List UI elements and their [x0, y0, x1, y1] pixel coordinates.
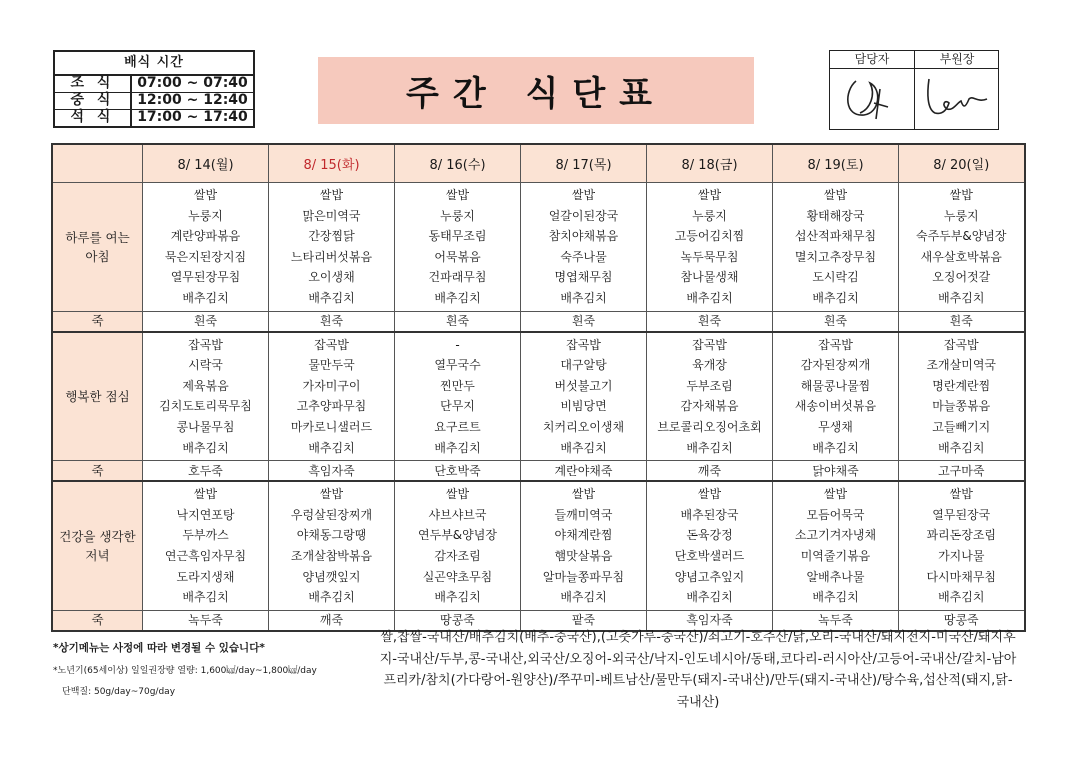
- weekly-menu-table: [51, 143, 1026, 632]
- breakfast-time: 07:00 ~ 07:40: [137, 75, 248, 91]
- menu-item: 조개살참박볶음: [290, 548, 373, 563]
- lunch-day-0-cell: [143, 332, 269, 461]
- breakfast-day-0-cell: [143, 183, 269, 312]
- menu-item: 감자된장찌개: [800, 358, 871, 373]
- lunch-congee-row: [52, 461, 1025, 482]
- breakfast-congee-day-2: 흰죽: [395, 311, 521, 332]
- day-header-thu: 8/ 17(목): [521, 144, 647, 183]
- menu-item: 새우살호박볶음: [920, 249, 1002, 264]
- menu-item: 배추김치: [686, 590, 733, 605]
- lunch-menu-row: [52, 332, 1025, 461]
- menu-item: 찐만두: [440, 378, 475, 393]
- menu-item: 고들빼기지: [932, 419, 991, 434]
- menu-item: 무생채: [818, 419, 853, 434]
- dinner-congee-label: 죽: [52, 610, 143, 631]
- dinner-congee-day-3: 팥죽: [521, 610, 647, 631]
- manager-signature-drawing: [830, 69, 914, 129]
- menu-item: 알마늘쫑파무침: [542, 569, 625, 584]
- breakfast-day-3-cell: [521, 183, 647, 312]
- menu-item: 섭산적파채무침: [794, 229, 877, 244]
- menu-item: 열무된장무침: [170, 270, 241, 285]
- lunch-time: 12:00 ~ 12:40: [137, 92, 248, 108]
- day-header-tue: 8/ 15(화): [269, 144, 395, 183]
- dinner-day-6-cell: [899, 481, 1025, 610]
- menu-item: 건파래무침: [428, 270, 487, 285]
- menu-item: 배추김치: [938, 590, 985, 605]
- lunch-day-4-cell: [647, 332, 773, 461]
- menu-item: 열무국수: [434, 358, 481, 373]
- lunch-congee-day-0: 호두죽: [143, 461, 269, 482]
- menu-item: 육개장: [692, 358, 727, 373]
- meal-times-header: 배식 시간: [55, 52, 253, 76]
- menu-item: 간장찜닭: [308, 229, 355, 244]
- page-title: 주간 식단표: [405, 74, 667, 114]
- menu-item: 멸치고추장무침: [794, 249, 877, 264]
- menu-item: 배추김치: [182, 590, 229, 605]
- menu-item: 도시락김: [812, 270, 859, 285]
- breakfast-label: 하루를 여는 아침: [52, 183, 143, 312]
- menu-item: 누룽지: [692, 208, 727, 223]
- breakfast-label: 조 식: [55, 76, 132, 92]
- menu-item: 돈육강정: [686, 528, 733, 543]
- menu-item: 소고기겨자냉채: [794, 528, 877, 543]
- breakfast-time-row: [55, 76, 253, 92]
- breakfast-congee-row: [52, 311, 1025, 332]
- menu-item: 쌀밥: [445, 188, 470, 202]
- breakfast-congee-day-3: 흰죽: [521, 311, 647, 332]
- menu-item: 마카로니샐러드: [290, 419, 373, 434]
- dinner-day-0-cell: [143, 481, 269, 610]
- menu-item: 시락국: [188, 358, 223, 373]
- menu-item: 잡곡밥: [692, 337, 727, 352]
- dinner-day-4-cell: [647, 481, 773, 610]
- lunch-congee-day-1: 흑임자죽: [269, 461, 395, 482]
- menu-item: 명엽채무침: [554, 270, 613, 285]
- menu-item: 해물콩나물찜: [800, 378, 871, 393]
- dinner-time-row: [55, 109, 253, 126]
- ingredient-origin-text: 쌀,찹쌀-국내산/배추김치(배추-중국산),(고춧가루-중국산)/쇠고기-호주산/닭,오리-국내산/돼지전지-미국산/돼지후지-국내산/두부,콩-국내산,외국산/오징어-외국산/낙지-인도네시아/동태,코다리-러시아산/고등어-국내산/갈치-남아프리카/참치(가다랑어-원양산)/쭈꾸미-베트남산/물만두(돼지-국내산)/만두(돼지-국내산)/탕수육,섭산적(돼지,닭-국내산): [379, 630, 1017, 710]
- dinner-day-2-cell: [395, 481, 521, 610]
- menu-item: 숙주두부&양념장: [915, 229, 1007, 244]
- menu-item: 쌀밥: [697, 487, 722, 502]
- day-header-wed: 8/ 16(수): [395, 144, 521, 183]
- lunch-congee-day-6: 고구마죽: [899, 461, 1025, 482]
- menu-item: 알배추나물: [806, 569, 865, 584]
- menu-item: 쌀밥: [319, 487, 344, 502]
- menu-item: 브로콜리오징어초회: [657, 419, 762, 434]
- menu-item: 쌀밥: [445, 487, 470, 502]
- menu-item: 샤브샤브국: [428, 507, 487, 522]
- menu-item: 새송이버섯볶음: [794, 399, 877, 414]
- menu-item: 김치도토리묵무침: [159, 399, 252, 414]
- menu-item: 다시마채무침: [926, 569, 997, 584]
- protein-intake-note: 단백질: 50g/day~70g/day: [62, 687, 176, 697]
- menu-body: [52, 183, 1025, 631]
- menu-item: 고등어김치찜: [674, 229, 745, 244]
- menu-item: 명란계란찜: [932, 378, 991, 393]
- dinner-day-5-cell: [773, 481, 899, 610]
- breakfast-day-1-cell: [269, 183, 395, 312]
- manager-signature: [830, 69, 914, 133]
- dinner-day-3-cell: [521, 481, 647, 610]
- dinner-congee-day-2: 땅콩죽: [395, 610, 521, 631]
- menu-item: 고추양파무침: [296, 399, 367, 414]
- breakfast-congee-day-6: 흰죽: [899, 311, 1025, 332]
- dinner-congee-day-0: 녹두죽: [143, 610, 269, 631]
- menu-item: 배추김치: [812, 590, 859, 605]
- menu-item: 낙지연포탕: [176, 507, 235, 522]
- menu-item: 배추김치: [308, 440, 355, 455]
- lunch-day-3-cell: [521, 332, 647, 461]
- menu-item: 실곤약초무침: [422, 569, 493, 584]
- menu-item: 햄맛살볶음: [554, 548, 613, 563]
- menu-item: 맑은미역국: [302, 208, 361, 223]
- menu-item: 계란양파볶음: [170, 229, 241, 244]
- meal-times-box: [53, 50, 255, 128]
- lunch-congee-day-2: 단호박죽: [395, 461, 521, 482]
- change-notice: *상기메뉴는 사정에 따라 변경될 수 있습니다*: [53, 642, 265, 654]
- menu-item: 동태무조림: [428, 229, 487, 244]
- menu-item: 양념고추잎지: [674, 569, 745, 584]
- menu-item: 조개살미역국: [926, 358, 997, 373]
- menu-item: 배추김치: [686, 290, 733, 305]
- day-header-fri: 8/ 18(금): [647, 144, 773, 183]
- menu-item: 단호박샐러드: [674, 548, 745, 563]
- menu-item: 배추김치: [434, 440, 481, 455]
- menu-item: 누룽지: [440, 208, 475, 223]
- dinner-congee-day-1: 깨죽: [269, 610, 395, 631]
- menu-item: 오징어젓갈: [932, 270, 991, 285]
- lunch-congee-day-3: 계란야채죽: [521, 461, 647, 482]
- menu-item: 배추김치: [182, 290, 229, 305]
- menu-item: 가자미구이: [302, 378, 361, 393]
- menu-item: 배추김치: [434, 290, 481, 305]
- menu-item: 배추된장국: [680, 507, 739, 522]
- menu-item: 대구알탕: [560, 358, 607, 373]
- corner-cell: [52, 144, 143, 183]
- approval-col-director: [914, 51, 999, 129]
- breakfast-congee-day-0: 흰죽: [143, 311, 269, 332]
- menu-item: 단무지: [440, 399, 475, 414]
- menu-item: 버섯불고기: [554, 378, 613, 393]
- menu-item: 숙주나물: [560, 249, 607, 264]
- menu-item: 배추김치: [812, 290, 859, 305]
- menu-item: 참치야채볶음: [548, 229, 619, 244]
- menu-item: 양념깻잎지: [302, 569, 361, 584]
- menu-item: 연근흑임자무침: [164, 548, 247, 563]
- lunch-day-6-cell: [899, 332, 1025, 461]
- menu-item: 도라지생채: [176, 569, 235, 584]
- menu-item: 잡곡밥: [188, 337, 223, 352]
- day-header-sun: 8/ 20(일): [899, 144, 1025, 183]
- lunch-day-2-cell: [395, 332, 521, 461]
- breakfast-congee-day-5: 흰죽: [773, 311, 899, 332]
- breakfast-day-2-cell: [395, 183, 521, 312]
- menu-item: 느타리버섯볶음: [290, 249, 373, 264]
- day-header-row: [52, 144, 1025, 183]
- approval-director-label: 부원장: [915, 51, 999, 69]
- menu-item: 배추김치: [308, 590, 355, 605]
- menu-item: 누룽지: [943, 208, 979, 223]
- breakfast-congee-day-4: 흰죽: [647, 311, 773, 332]
- menu-item: 쌀밥: [697, 188, 722, 202]
- menu-item: 마늘쫑볶음: [932, 399, 991, 414]
- menu-item: 미역줄기볶음: [800, 548, 871, 563]
- lunch-day-1-cell: [269, 332, 395, 461]
- breakfast-day-4-cell: [647, 183, 773, 312]
- breakfast-day-6-cell: [899, 183, 1025, 312]
- day-header-mon: 8/ 14(월): [143, 144, 269, 183]
- menu-item: 묵은지된장지짐: [164, 249, 247, 264]
- dinner-congee-day-5: 녹두죽: [773, 610, 899, 631]
- breakfast-day-5-cell: [773, 183, 899, 312]
- dinner-congee-day-6: 땅콩죽: [899, 610, 1025, 631]
- dinner-menu-row: [52, 481, 1025, 610]
- menu-item: 잡곡밥: [818, 337, 853, 352]
- approval-col-manager: [830, 51, 914, 129]
- menu-item: 누룽지: [188, 208, 223, 223]
- menu-item: 비빔당면: [560, 399, 607, 414]
- menu-item: 야채계란찜: [554, 528, 613, 543]
- menu-item: 연두부&양념장: [418, 528, 497, 543]
- menu-item: 들깨미역국: [554, 507, 613, 522]
- menu-item: -: [455, 337, 460, 352]
- menu-item: 치커리오이생채: [542, 419, 625, 434]
- menu-item: 참나물생채: [680, 270, 739, 285]
- menu-item: 요구르트: [434, 419, 481, 434]
- lunch-congee-day-5: 닭야채죽: [773, 461, 899, 482]
- menu-item: 제육볶음: [182, 378, 229, 393]
- menu-item: 쌀밥: [193, 487, 218, 502]
- day-header-sat: 8/ 19(토): [773, 144, 899, 183]
- menu-item: 쌀밥: [193, 188, 218, 202]
- menu-item: 쌀밥: [319, 188, 344, 202]
- menu-item: 잡곡밥: [314, 337, 349, 352]
- menu-item: 꽈리돈장조림: [926, 528, 997, 543]
- menu-item: 배추김치: [560, 290, 607, 305]
- menu-item: 잡곡밥: [566, 337, 601, 352]
- menu-item: 감자조림: [434, 548, 481, 563]
- menu-item: 오이생채: [308, 270, 355, 285]
- menu-item: 우렁살된장찌개: [290, 507, 373, 522]
- menu-item: 모듬어묵국: [806, 507, 865, 522]
- menu-item: 잡곡밥: [943, 337, 979, 352]
- lunch-label: 중 식: [55, 93, 132, 109]
- menu-item: 배추김치: [560, 590, 607, 605]
- menu-item: 가지나물: [938, 548, 985, 563]
- dinner-time: 17:00 ~ 17:40: [137, 109, 248, 125]
- breakfast-congee-label: 죽: [52, 311, 143, 332]
- menu-item: 쌀밥: [571, 188, 596, 202]
- menu-item: 야채동그랑땡: [296, 528, 367, 543]
- lunch-label: 행복한 점심: [52, 332, 143, 461]
- menu-item: 감자채볶음: [680, 399, 739, 414]
- menu-item: 배추김치: [686, 440, 733, 455]
- dinner-label: 건강을 생각한 저녁: [52, 481, 143, 610]
- menu-item: 물만두국: [308, 358, 355, 373]
- menu-item: 배추김치: [308, 290, 355, 305]
- elderly-intake-note: *노년기(65세이상) 일일권장량 열량: 1,600㎉/day~1,800㎉/day: [53, 666, 317, 676]
- menu-item: 두부조림: [686, 378, 733, 393]
- lunch-time-row: [55, 92, 253, 109]
- lunch-congee-day-4: 깨죽: [647, 461, 773, 482]
- menu-item: 콩나물무침: [176, 419, 235, 434]
- menu-item: 얼갈이된장국: [548, 208, 619, 223]
- menu-item: 어묵볶음: [434, 249, 481, 264]
- menu-item: 쌀밥: [823, 188, 848, 202]
- menu-item: 배추김치: [938, 290, 985, 305]
- director-signature: [915, 69, 999, 133]
- approval-manager-label: 담당자: [830, 51, 914, 69]
- menu-item: 쌀밥: [949, 487, 973, 502]
- menu-item: 배추김치: [812, 440, 859, 455]
- menu-item: 배추김치: [182, 440, 229, 455]
- lunch-day-5-cell: [773, 332, 899, 461]
- dinner-label: 석 식: [55, 110, 132, 126]
- lunch-congee-label: 죽: [52, 461, 143, 482]
- menu-item: 녹두묵무침: [680, 249, 739, 264]
- menu-item: 쌀밥: [823, 487, 848, 502]
- director-signature-drawing: [915, 69, 999, 129]
- menu-item: 쌀밥: [571, 487, 596, 502]
- menu-item: 두부까스: [182, 528, 229, 543]
- dinner-day-1-cell: [269, 481, 395, 610]
- menu-item: 쌀밥: [949, 188, 973, 202]
- approval-box: [829, 50, 999, 130]
- menu-item: 배추김치: [938, 440, 985, 455]
- menu-item: 배추김치: [560, 440, 607, 455]
- page-title-banner: [318, 57, 754, 124]
- menu-item: 배추김치: [434, 590, 481, 605]
- breakfast-congee-day-1: 흰죽: [269, 311, 395, 332]
- dinner-congee-day-4: 흑임자죽: [647, 610, 773, 631]
- breakfast-menu-row: [52, 183, 1025, 312]
- menu-item: 열무된장국: [932, 507, 991, 522]
- menu-item: 황태해장국: [806, 208, 865, 223]
